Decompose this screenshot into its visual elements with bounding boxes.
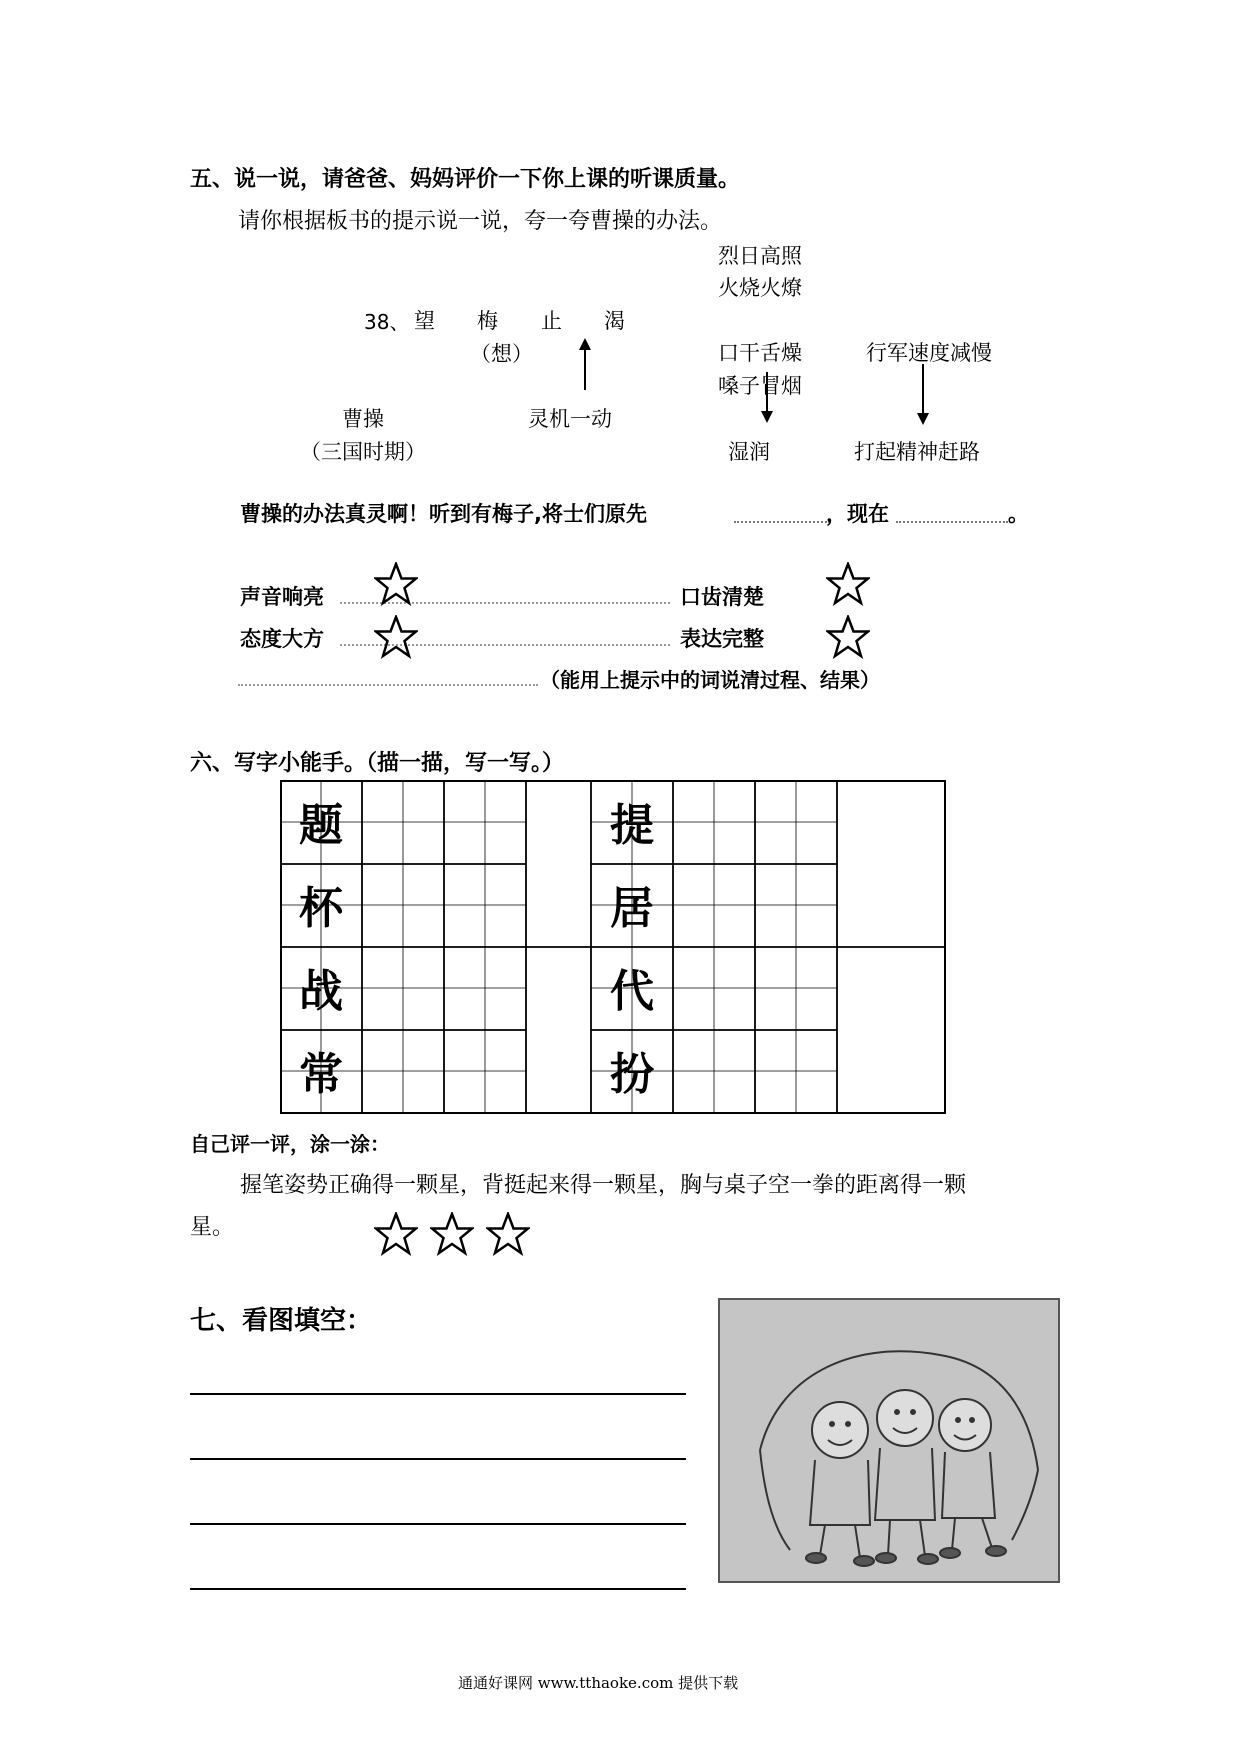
grid-char-left: 杯 — [299, 883, 343, 934]
section7-title: 七、看图填空： — [190, 1306, 373, 1336]
board-lesson-num: 38、 — [364, 310, 410, 334]
board-mouth1: 口干舌燥 — [718, 341, 802, 365]
footer-credit: 通通好课网 www.tthaoke.com 提供下载 — [458, 1674, 739, 1692]
criterion-loud: 声音响亮 — [240, 585, 324, 609]
board-inspiration: 灵机一动 — [528, 407, 612, 431]
board-word-4: 渴 — [604, 309, 625, 333]
dotted-leader — [238, 684, 538, 686]
grid-char-right: 扮 — [610, 1049, 654, 1100]
board-mouth2: 嗓子冒烟 — [718, 374, 802, 398]
writing-grid — [280, 780, 946, 1114]
board-word-3: 止 — [541, 309, 562, 333]
board-moist: 湿润 — [728, 440, 770, 464]
self-eval-text-line2: 星。 — [190, 1215, 235, 1240]
criteria-note: （能用上提示中的词说清过程、结果） — [540, 668, 880, 692]
answer-line[interactable] — [190, 1458, 686, 1460]
blank-now[interactable] — [896, 521, 1008, 523]
criterion-manner: 态度大方 — [240, 627, 324, 651]
kids-illustration-icon — [720, 1300, 1058, 1581]
board-caocao: 曹操 — [342, 407, 384, 431]
section6-title: 六、写字小能手。（描一描，写一写。） — [190, 751, 565, 776]
star-icon[interactable] — [374, 1212, 418, 1256]
board-era: （三国时期） — [300, 440, 426, 464]
board-word-2: 梅 — [477, 309, 498, 333]
section5-instruction: 请你根据板书的提示说一说，夸一夸曹操的办法。 — [238, 209, 723, 234]
star-icon[interactable] — [826, 615, 870, 659]
criterion-complete: 表达完整 — [680, 627, 764, 651]
board-sun1: 烈日高照 — [718, 244, 802, 268]
grid-char-left: 常 — [299, 1049, 343, 1100]
grid-char-right: 居 — [610, 883, 654, 934]
criterion-clear: 口齿清楚 — [680, 585, 764, 609]
grid-char-left: 题 — [299, 800, 343, 851]
star-icon[interactable] — [486, 1212, 530, 1256]
down-arrow-icon — [758, 372, 776, 424]
blank-before[interactable] — [734, 521, 830, 523]
board-slow: 行军速度减慢 — [866, 341, 992, 365]
answer-line[interactable] — [190, 1523, 686, 1525]
star-icon[interactable] — [374, 562, 418, 606]
answer-line[interactable] — [190, 1588, 686, 1590]
self-eval-text-line1: 握笔姿势正确得一颗星，背挺起来得一颗星，胸与桌子空一拳的距离得一颗 — [240, 1173, 967, 1198]
sentence-end: 。 — [1008, 502, 1029, 526]
answer-line[interactable] — [190, 1393, 686, 1395]
illustration-kids-under-cloth — [718, 1298, 1060, 1583]
grid-char-right: 代 — [610, 966, 654, 1017]
section5-title: 五、说一说，请爸爸、妈妈评价一下你上课的听课质量。 — [190, 167, 741, 192]
down-arrow-icon — [914, 364, 932, 426]
board-sun2: 火烧火燎 — [718, 276, 802, 300]
up-arrow-icon — [576, 338, 594, 392]
grid-char-right: 提 — [610, 800, 654, 851]
sentence-part-a: 曹操的办法真灵啊！听到有梅子,将士们原先 — [240, 502, 647, 526]
board-word-1: 望 — [414, 309, 435, 333]
star-icon[interactable] — [374, 615, 418, 659]
board-think: （想） — [470, 342, 533, 366]
sentence-part-b: ，现在 — [826, 502, 889, 526]
star-icon[interactable] — [826, 562, 870, 606]
board-hurry: 打起精神赶路 — [854, 440, 980, 464]
grid-char-left: 战 — [299, 966, 343, 1017]
star-icon[interactable] — [430, 1212, 474, 1256]
self-eval-title: 自己评一评，涂一涂： — [190, 1132, 390, 1156]
